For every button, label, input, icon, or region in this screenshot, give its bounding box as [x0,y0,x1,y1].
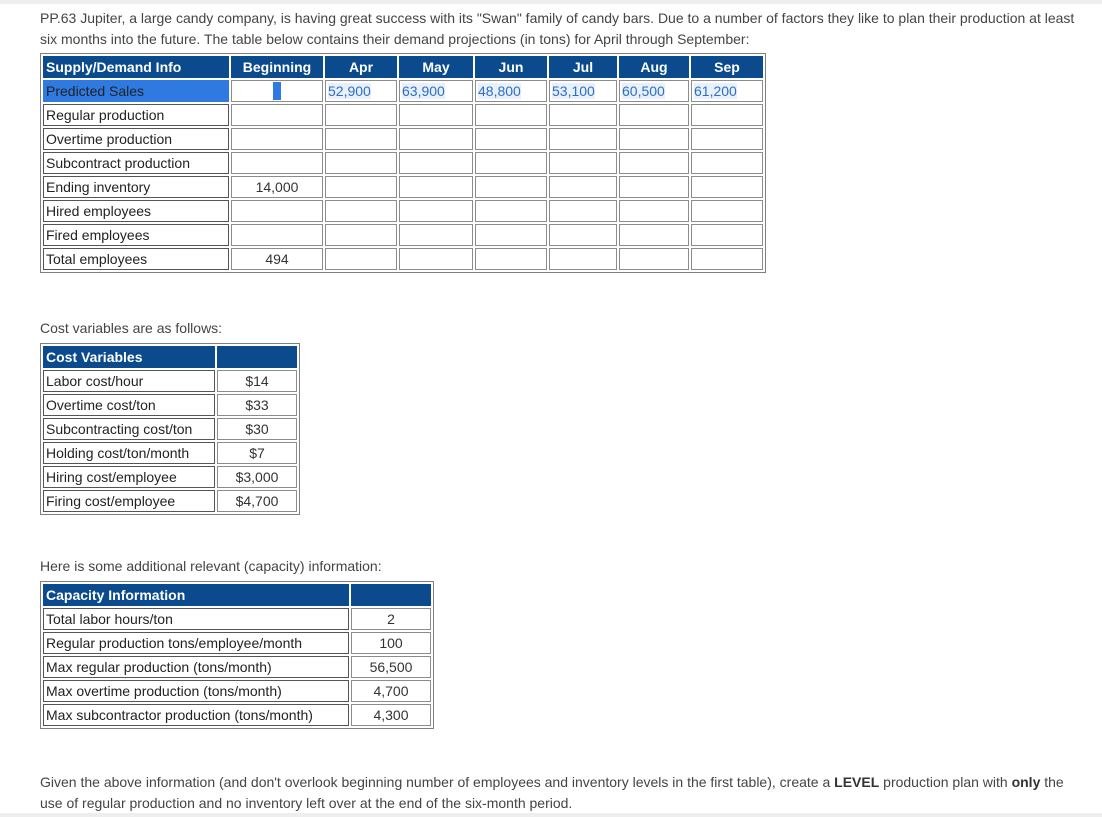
input-cell[interactable] [619,176,689,198]
input-cell[interactable] [691,248,763,270]
supply-demand-table [40,53,766,273]
closing-emphasis: LEVEL [834,774,880,790]
table-row [43,248,763,270]
table-row [43,128,763,150]
cost-intro: Cost variables are as follows: [40,320,223,336]
row-label: Overtime cost/ton [43,394,215,416]
row-label: Subcontracting cost/ton [43,418,215,440]
value-cell[interactable]: 2 [351,608,431,630]
row-label: Total labor hours/ton [43,608,349,630]
value-cell[interactable]: 4,700 [351,680,431,702]
input-cell[interactable] [399,128,473,150]
closing-text: Given the above information (and don't overlook beginning number of employees and inventory levels in the first table), create a [40,774,835,790]
table-row [43,224,763,246]
table-row [43,656,431,678]
value-cell[interactable]: $3,000 [217,466,297,488]
closing-emphasis: only [1011,774,1041,790]
value-cell[interactable]: $7 [217,442,297,464]
table-row [43,418,297,440]
header-cell: Capacity Information [43,584,349,606]
table-row [43,80,763,102]
table-header-row [43,584,431,606]
input-cell[interactable] [231,128,323,150]
input-cell[interactable] [691,104,763,126]
input-cell[interactable] [399,104,473,126]
table-row [43,370,297,392]
value-cell[interactable]: 63,900 [399,80,473,102]
value-cell[interactable]: 48,800 [475,80,547,102]
problem-intro: PP.63 Jupiter, a large candy company, is having great success with its "Swan" family of candy bars. Due to a number of factors they like to plan their production at least six months into the future. The table below contains their demand projections (in tons) for April through September: [40,10,1075,47]
row-label: Max overtime production (tons/month) [43,680,349,702]
bottom-divider [0,813,1102,817]
header-cell: May [399,56,473,78]
input-cell[interactable] [231,200,323,222]
input-cell[interactable] [691,128,763,150]
input-cell[interactable] [619,128,689,150]
input-cell[interactable] [691,152,763,174]
table-row [43,152,763,174]
input-cell[interactable] [325,200,397,222]
row-label: Regular production tons/employee/month [43,632,349,654]
row-label: Max subcontractor production (tons/month) [43,704,349,726]
row-label: Hired employees [43,200,229,222]
table-row [43,200,763,222]
input-cell[interactable] [475,200,547,222]
capacity-information-table [40,581,434,729]
input-cell[interactable] [325,224,397,246]
input-cell[interactable] [475,128,547,150]
input-cell[interactable] [549,104,617,126]
row-label: Ending inventory [43,176,229,198]
input-cell[interactable] [619,104,689,126]
table-row [43,632,431,654]
value-cell[interactable]: $30 [217,418,297,440]
input-cell[interactable] [231,104,323,126]
value-cell[interactable]: $4,700 [217,490,297,512]
input-cell[interactable] [399,200,473,222]
value-cell[interactable]: 56,500 [351,656,431,678]
input-cell[interactable] [325,104,397,126]
cost-variables-table [40,343,300,515]
input-cell[interactable] [475,152,547,174]
input-cell[interactable] [619,152,689,174]
input-cell[interactable] [325,176,397,198]
input-cell[interactable] [549,224,617,246]
row-label: Overtime production [43,128,229,150]
input-cell[interactable] [691,200,763,222]
input-cell[interactable] [549,200,617,222]
table-row [43,490,297,512]
value-cell[interactable]: 60,500 [619,80,689,102]
row-label: Holding cost/ton/month [43,442,215,464]
value-cell[interactable]: 53,100 [549,80,617,102]
header-cell: Sep [691,56,763,78]
row-label: Total employees [43,248,229,270]
row-label[interactable]: Predicted Sales [43,80,229,102]
row-label: Fired employees [43,224,229,246]
table-header-row [43,56,763,78]
text-cursor [273,82,281,100]
table-row [43,176,763,198]
row-label: Regular production [43,104,229,126]
row-label: Hiring cost/employee [43,466,215,488]
capacity-intro: Here is some additional relevant (capacity) information: [40,558,382,574]
input-cell[interactable] [549,128,617,150]
input-cell[interactable] [475,224,547,246]
table-row [43,394,297,416]
table-header-row [43,346,297,368]
input-cell[interactable] [475,248,547,270]
input-cell[interactable] [619,248,689,270]
closing-text: production plan with [879,774,1012,790]
value-cell[interactable]: 100 [351,632,431,654]
closing-text: the use of regular production and no inventory left over at the end of the six-month period. [40,774,1064,811]
header-cell: Aug [619,56,689,78]
input-cell[interactable] [399,176,473,198]
input-cell[interactable] [231,80,323,102]
header-cell: Apr [325,56,397,78]
input-cell[interactable] [475,176,547,198]
input-cell[interactable] [691,224,763,246]
input-cell[interactable] [325,152,397,174]
row-label: Labor cost/hour [43,370,215,392]
input-cell[interactable] [619,200,689,222]
input-cell[interactable] [691,176,763,198]
table-row [43,442,297,464]
input-cell[interactable] [475,104,547,126]
value-cell[interactable]: 61,200 [691,80,763,102]
input-cell[interactable] [549,248,617,270]
header-cell: Beginning [231,56,323,78]
table-row [43,466,297,488]
input-cell[interactable] [325,128,397,150]
table-row [43,704,431,726]
input-cell[interactable] [399,224,473,246]
header-cell: Jun [475,56,547,78]
value-cell[interactable]: $14 [217,370,297,392]
value-cell[interactable]: 4,300 [351,704,431,726]
header-cell: Jul [549,56,617,78]
header-cell [351,584,431,606]
header-cell: Cost Variables [43,346,215,368]
row-label: Max regular production (tons/month) [43,656,349,678]
input-cell[interactable] [325,248,397,270]
input-cell[interactable] [399,152,473,174]
value-cell[interactable]: 52,900 [325,80,397,102]
value-cell[interactable]: $33 [217,394,297,416]
input-cell[interactable] [399,248,473,270]
table-row [43,680,431,702]
value-cell[interactable]: 494 [231,248,323,270]
row-label: Firing cost/employee [43,490,215,512]
top-divider [0,0,1102,4]
header-cell [217,346,297,368]
closing-instructions [40,772,1090,814]
input-cell[interactable] [549,152,617,174]
value-cell[interactable]: 14,000 [231,176,323,198]
table-row [43,608,431,630]
row-label: Subcontract production [43,152,229,174]
header-cell: Supply/Demand Info [43,56,229,78]
input-cell[interactable] [231,152,323,174]
table-row [43,104,763,126]
input-cell[interactable] [231,224,323,246]
input-cell[interactable] [549,176,617,198]
input-cell[interactable] [619,224,689,246]
